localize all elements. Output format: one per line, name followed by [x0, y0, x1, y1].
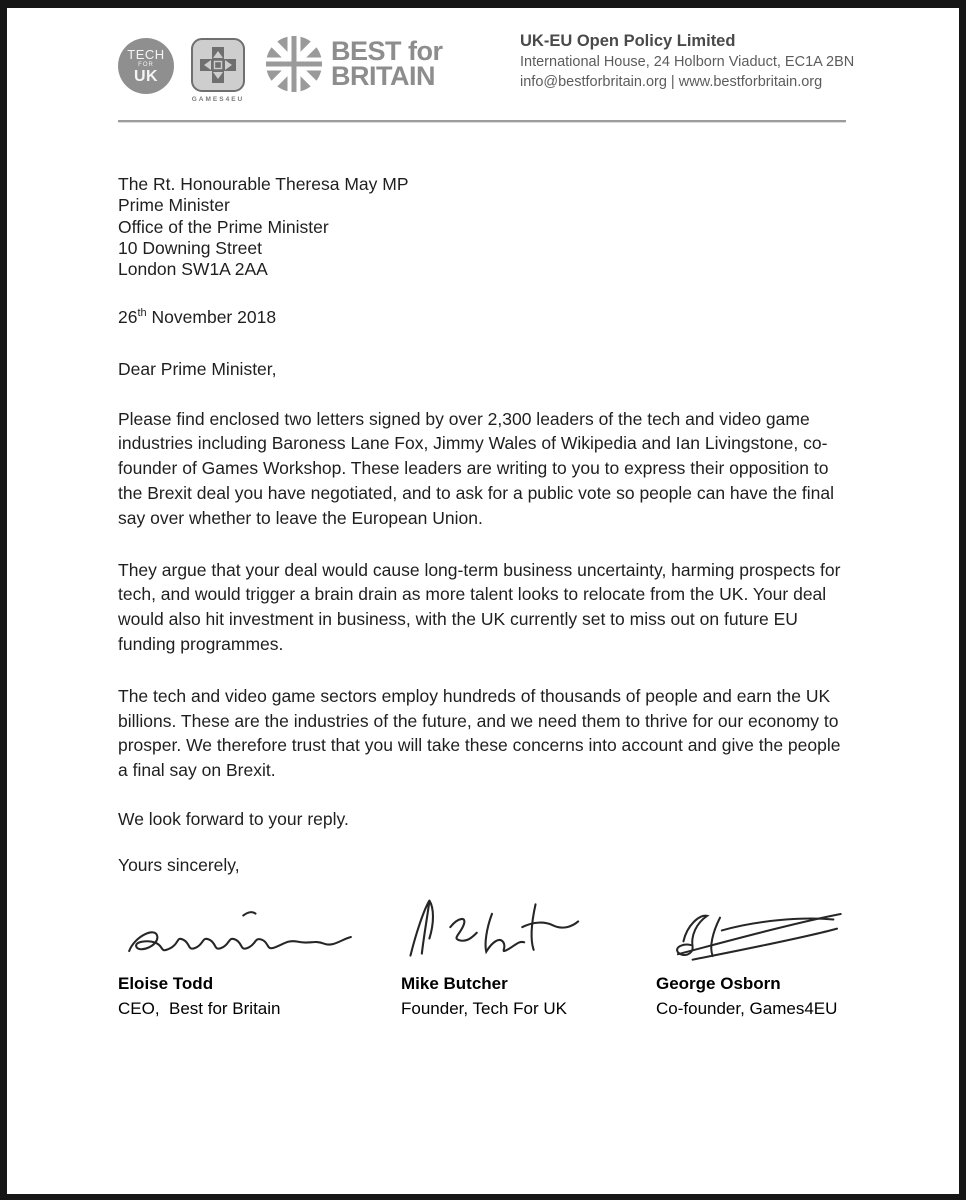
- signatory-mike-butcher: [401, 886, 656, 1019]
- signature-row: [118, 886, 855, 1019]
- signatory-title: Co-founder, Games4EU: [656, 998, 838, 1018]
- best-for-britain-wordmark: BEST for BRITAIN: [331, 36, 443, 91]
- recipient-line: Prime Minister: [118, 195, 230, 216]
- signatory-name: George Osborn: [656, 973, 781, 993]
- signatory-title: CEO, Best for Britain: [118, 998, 281, 1018]
- tech-for-uk-logo: TECH FOR UK: [118, 38, 174, 94]
- signatory-name: Eloise Todd: [118, 973, 214, 993]
- dpad-icon: [191, 38, 245, 92]
- paragraph-2: They argue that your deal would cause long-term business uncertainty, harming prospects for tech, and would trigger a brain drain as more talent looks to relocate from the UK. Your deal would also hit investment in business, with the UK currently set to miss out on future EU funding programmes.: [118, 559, 841, 654]
- letter-body: [118, 174, 848, 876]
- signature-george-osborn-icon: [656, 886, 855, 966]
- sender-org-block: [520, 32, 854, 94]
- best-for-britain-logo: [265, 35, 443, 93]
- closing-line: We look forward to your reply.: [118, 808, 349, 829]
- tech-for-uk-logo-text: TECH: [127, 46, 165, 62]
- org-contact: info@bestforbritain.org | www.bestforbritain.org: [520, 74, 823, 90]
- union-jack-roundel-icon: [265, 35, 323, 93]
- letter-page: [7, 8, 959, 1194]
- signature-mike-butcher-icon: [401, 886, 656, 966]
- recipient-address: [118, 174, 848, 280]
- recipient-line: 10 Downing Street: [118, 237, 262, 258]
- paragraph-1: Please find enclosed two letters signed by over 2,300 leaders of the tech and video game industries including Baroness Lane Fox, Jimmy Wales of Wikipedia and Ian Livingstone, co-founder of Games Workshop. These leaders are writing to you to express their opposition to the Brexit deal you have negotiated, and to ask for a public vote so people can have the final say over whether to leave the European Union.: [118, 408, 835, 528]
- letterhead-divider: [118, 120, 846, 122]
- games4eu-caption: GAMES4EU: [191, 96, 245, 103]
- paragraph-3: The tech and video game sectors employ hundreds of thousands of people and earn the UK billions. These are the industries of the future, and we need them to thrive for our economy to prosper. We therefore trust that you will take these concerns into account and give the people a final say on Brexit.: [118, 685, 841, 781]
- signatory-eloise-todd: [118, 886, 401, 1019]
- signatory-name: Mike Butcher: [401, 973, 508, 993]
- org-address: International House, 24 Holborn Viaduct, EC1A 2BN: [520, 54, 855, 70]
- letterhead: [7, 8, 959, 122]
- logo-group: [118, 33, 443, 103]
- signatory-george-osborn: [656, 886, 855, 1019]
- recipient-line: Office of the Prime Minister: [118, 216, 329, 237]
- signature-eloise-todd-icon: [118, 886, 401, 966]
- recipient-line: London SW1A 2AA: [118, 259, 268, 280]
- games4eu-logo: [191, 38, 245, 103]
- salutation: Dear Prime Minister,: [118, 358, 277, 379]
- letter-date: 26th November 2018: [118, 307, 277, 328]
- valediction: Yours sincerely,: [118, 854, 240, 875]
- signatory-title: Founder, Tech For UK: [401, 998, 567, 1018]
- recipient-line: The Rt. Honourable Theresa May MP: [118, 174, 409, 194]
- org-name: UK-EU Open Policy Limited: [520, 32, 736, 50]
